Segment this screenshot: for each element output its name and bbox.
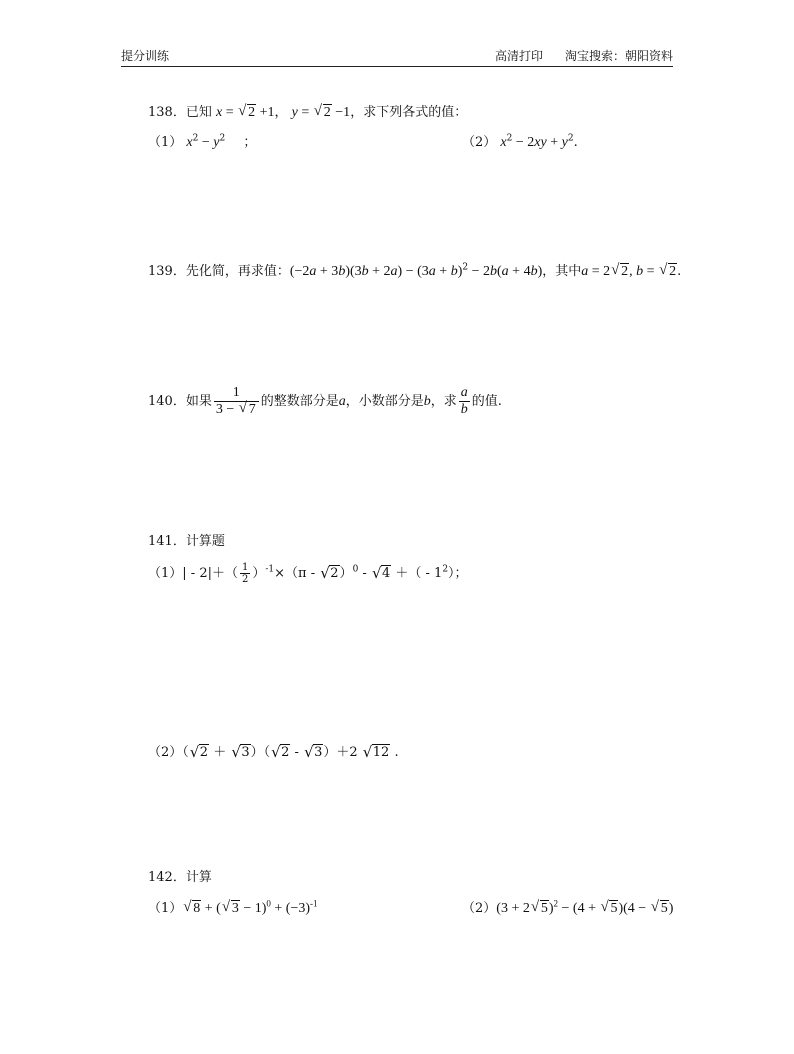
problem-140-ratio bbox=[459, 385, 470, 418]
header-title: 提分训练 bbox=[121, 49, 170, 63]
problem-138-part1-end: ； bbox=[243, 135, 257, 150]
problem-141-part1-label: （1） bbox=[148, 566, 183, 581]
problem-139-lead: 先化简，再求值： bbox=[185, 264, 290, 279]
problem-140-fraction bbox=[214, 385, 259, 418]
problem-138-condition-y: y = √ 2 −1 bbox=[292, 105, 351, 120]
problem-140-fraction-numerator: 1 bbox=[214, 385, 259, 402]
header-search-label: 淘宝搜索：朝阳资料 bbox=[564, 49, 673, 63]
problem-140-statement bbox=[148, 385, 502, 418]
problem-141-part2-label: （2） bbox=[148, 745, 183, 760]
problem-139-statement bbox=[148, 260, 681, 280]
problem-140-fraction-denominator: 3 − √ 7 bbox=[214, 402, 259, 418]
problem-142-title: 计算 bbox=[185, 870, 212, 885]
problem-139-given: a = 2√ 2, b = √ 2 bbox=[581, 264, 677, 279]
problem-140-text1: 的整数部分是 bbox=[260, 394, 339, 409]
problem-139-end: . bbox=[677, 264, 682, 279]
header-divider bbox=[121, 66, 673, 67]
problem-140-text2: ，小数部分是 bbox=[345, 394, 424, 409]
problem-142-part2 bbox=[462, 897, 673, 917]
problem-141-part2 bbox=[148, 741, 399, 760]
problem-138-part2 bbox=[462, 131, 578, 151]
header-print-label: 高清打印 bbox=[494, 49, 543, 63]
problem-138-part2-label: （2） bbox=[462, 135, 497, 150]
problem-141-part1-expr: | - 2|＋（ $\frac{1}{2}$ ）$^{-1}$×（π - √ 2）$^0$ - √ 4 ＋（ - $1^2$）； bbox=[182, 566, 467, 581]
problem-138-condition-x: x = √ 2 +1 bbox=[216, 105, 275, 120]
problem-138-statement: 138．已知 x = √ 2 +1， y = √ 2 −1，求下列各式的值： bbox=[148, 101, 467, 121]
problem-138-part2-end: . bbox=[573, 135, 578, 150]
problem-140-var-b: b bbox=[423, 394, 431, 409]
problem-142-number: 142． bbox=[148, 870, 186, 885]
problem-141-heading bbox=[148, 530, 225, 549]
problem-140-lead: 如果 bbox=[185, 394, 212, 409]
problem-140-ratio-numerator: a bbox=[460, 385, 468, 400]
problem-138-part1-expr: $x^2 - y^2$ bbox=[186, 133, 226, 150]
problem-142-part1-expr: √ 8 + (√ $3 - 1)^0 + (-3)^{-1}$ bbox=[182, 901, 317, 916]
problem-138-part1 bbox=[148, 131, 256, 151]
problem-139-number: 139． bbox=[148, 264, 186, 279]
problem-142-heading bbox=[148, 866, 212, 885]
problem-138-number: 138． bbox=[148, 105, 186, 120]
problem-140-ratio-denominator: b bbox=[460, 402, 468, 417]
problem-141-number: 141． bbox=[148, 534, 186, 549]
problem-138-ask: 求下列各式的值： bbox=[363, 105, 468, 120]
problem-140-text3: ，求 bbox=[430, 394, 457, 409]
header-right bbox=[495, 47, 673, 64]
problem-138-part2-expr: $x^2 - 2xy + y^2$ bbox=[500, 133, 574, 150]
problem-138-lead: 已知 bbox=[185, 105, 212, 120]
problem-142-part1 bbox=[148, 897, 318, 917]
problem-140-text4: 的值. bbox=[471, 394, 502, 409]
problem-140-number: 140． bbox=[148, 394, 186, 409]
problem-140-var-a: a bbox=[338, 394, 346, 409]
problem-141-part1 bbox=[148, 562, 468, 585]
problem-138-part1-label: （1） bbox=[148, 135, 183, 150]
problem-139-mid: ，其中 bbox=[542, 264, 582, 279]
problem-142-part2-label: （2） bbox=[462, 901, 497, 916]
problem-141-title: 计算题 bbox=[185, 534, 225, 549]
problem-139-expr: $(-2a + 3b)(3b + 2a) - (3a + b)^2 - 2b(a + 4b)$ bbox=[289, 262, 543, 279]
problem-142-part1-label: （1） bbox=[148, 901, 183, 916]
problem-142-part2-expr: (3 + 2√ 5)$^2$ − (4 + √ 5)(4 − √ 5) bbox=[496, 901, 673, 916]
problem-141-part2-expr: （√ 2 ＋ √ 3）（√ 2 - √ 3）＋2 √ 12 . bbox=[182, 745, 398, 760]
